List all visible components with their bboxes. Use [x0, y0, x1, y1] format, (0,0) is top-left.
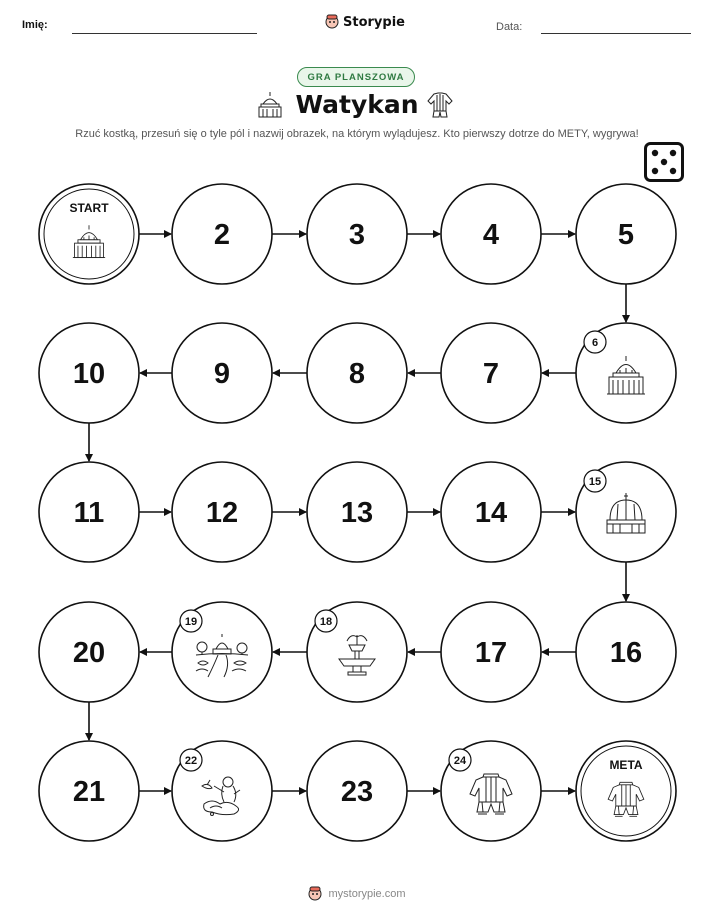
- brand-name: Storypie: [343, 14, 405, 30]
- board-space-21: [39, 741, 139, 841]
- space-number: 19: [184, 616, 198, 628]
- space-number: 18: [319, 616, 333, 628]
- instructions: Rzuć kostką, przesuń się o tyle pól i nazwij obrazek, na którym wylądujesz. Kto pierwszy dotrze do METY, wygrywa!: [75, 128, 639, 140]
- board-space-17: [441, 602, 541, 702]
- finish-label: META: [609, 758, 643, 772]
- game-type-badge: GRA PLANSZOWA: [297, 67, 415, 87]
- board-space-22: [172, 741, 272, 841]
- space-number: 12: [205, 497, 239, 529]
- space-number: 10: [72, 358, 106, 390]
- board-space-15: [576, 462, 676, 562]
- space-number: 11: [73, 497, 105, 529]
- footer-url: mystorypie.com: [328, 888, 406, 900]
- space-number: 22: [184, 755, 198, 767]
- board-space-20: [39, 602, 139, 702]
- name-label: Imię:: [22, 19, 48, 31]
- board-space-5: [576, 184, 676, 284]
- footer: [0, 886, 714, 902]
- board-space-1: [39, 184, 139, 284]
- board-space-18: [307, 602, 407, 702]
- board-space-12: [172, 462, 272, 562]
- space-number: 3: [348, 219, 366, 251]
- space-number: 8: [348, 358, 366, 390]
- space-circle: [39, 184, 139, 284]
- space-number: 21: [72, 776, 106, 808]
- storypie-mascot-icon: [308, 886, 322, 902]
- board-space-8: [307, 323, 407, 423]
- space-number: 15: [588, 476, 602, 488]
- board-space-14: [441, 462, 541, 562]
- space-number: 6: [591, 337, 599, 349]
- page-title: Watykan: [295, 90, 419, 119]
- space-number: 7: [482, 358, 500, 390]
- space-number: 16: [609, 637, 643, 669]
- space-number: 9: [213, 358, 231, 390]
- board-space-6: [576, 323, 676, 423]
- space-number: 14: [474, 497, 508, 529]
- space-number: 4: [482, 219, 500, 251]
- board-space-9: [172, 323, 272, 423]
- board-cells: [39, 184, 676, 841]
- board-space-16: [576, 602, 676, 702]
- board-space-2: [172, 184, 272, 284]
- space-number: 17: [474, 637, 508, 669]
- board-space-19: [172, 602, 272, 702]
- space-number: 24: [453, 755, 467, 767]
- space-number: 13: [340, 497, 374, 529]
- date-label: Data:: [496, 21, 523, 33]
- board-space-3: [307, 184, 407, 284]
- board-space-10: [39, 323, 139, 423]
- space-number: 5: [617, 219, 635, 251]
- board-space-13: [307, 462, 407, 562]
- board-space-25: [576, 741, 676, 841]
- start-label: START: [69, 201, 109, 215]
- board-space-24: [441, 741, 541, 841]
- space-number: 23: [340, 776, 374, 808]
- board-space-23: [307, 741, 407, 841]
- space-number: 20: [72, 637, 106, 669]
- space-number: 2: [213, 219, 231, 251]
- board-space-7: [441, 323, 541, 423]
- board-space-4: [441, 184, 541, 284]
- board-space-11: [39, 462, 139, 562]
